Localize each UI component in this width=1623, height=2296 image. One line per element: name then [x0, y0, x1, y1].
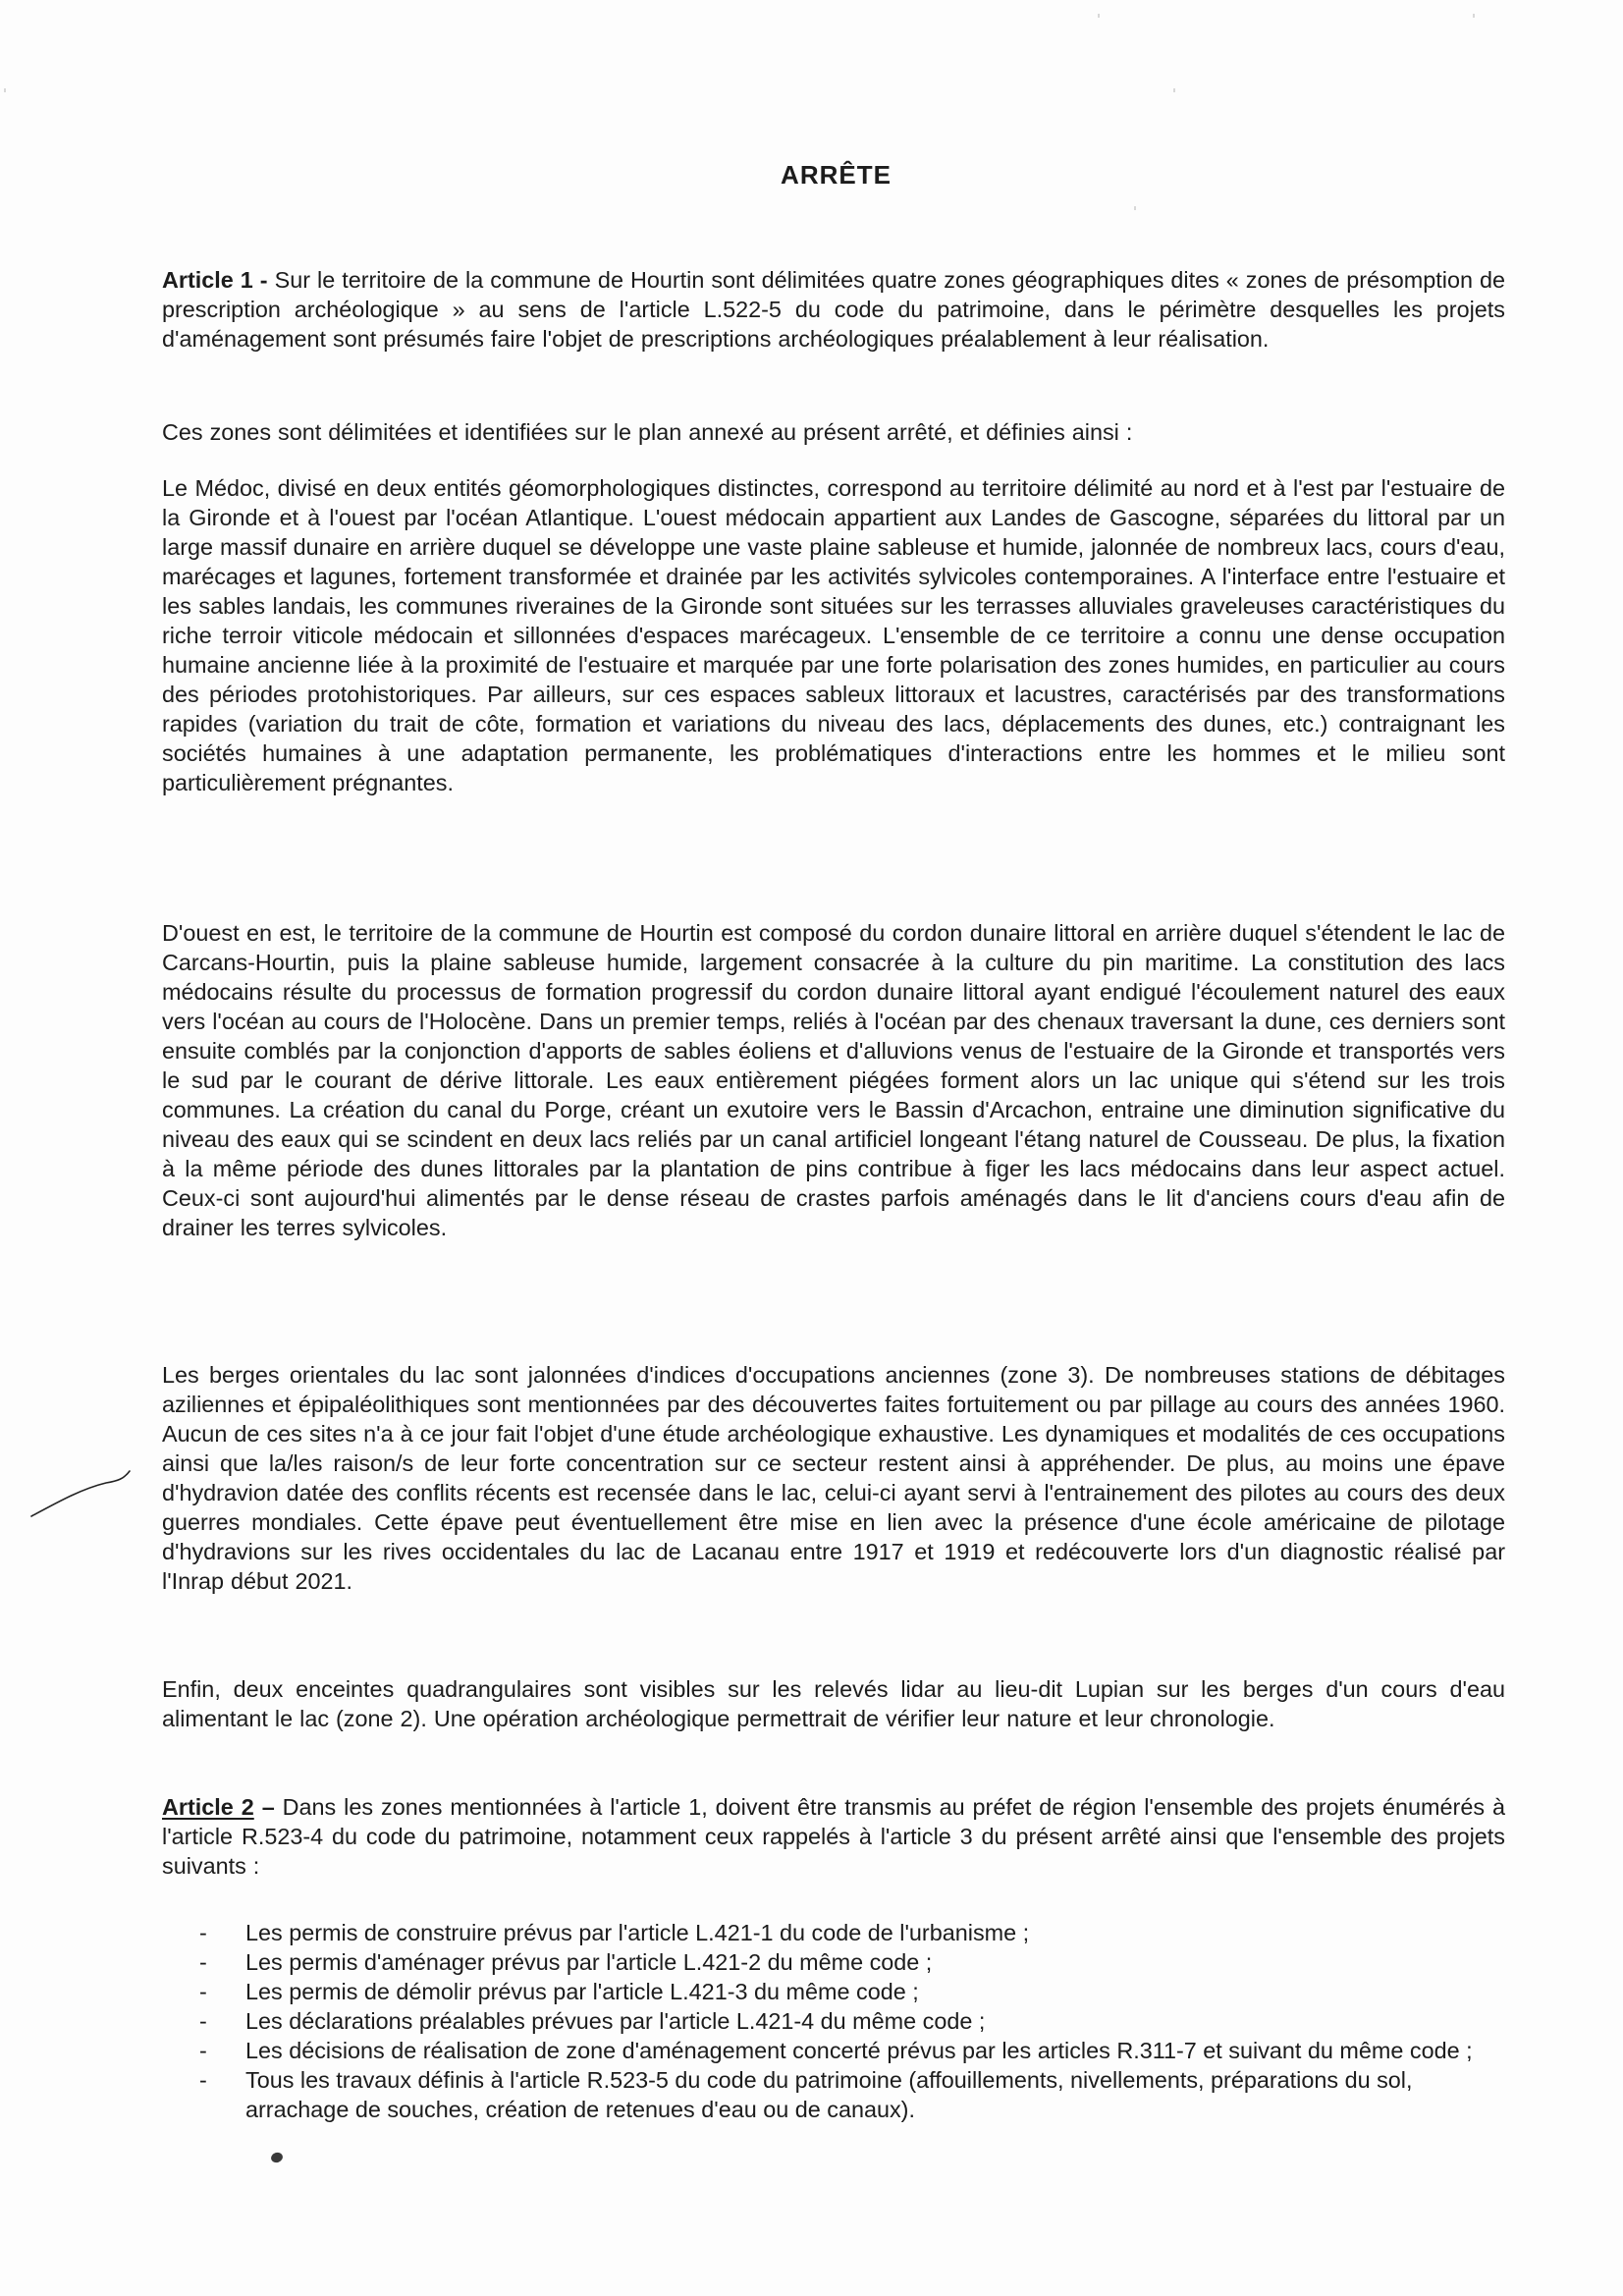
scan-speck [4, 88, 6, 92]
scan-speck [1473, 14, 1475, 18]
article-1-label: Article 1 - [162, 267, 268, 293]
bullet-dash: - [199, 1920, 207, 1945]
handwritten-pen-mark [27, 1467, 134, 1520]
article-2-label: Article 2 [162, 1794, 254, 1820]
article-2-text: Dans les zones mentionnées à l'article 1, doivent être transmis au préfet de région l'ensemble des projets énumérés à l'article R.523-4 du code du patrimoine, notamment ceux rappelés à l'article 3 du présent arrêté ainsi que l'ensemble des projets suivants : [162, 1794, 1505, 1879]
zone-2-paragraph: Enfin, deux enceintes quadrangulaires sont visibles sur les relevés lidar au lieu-dit Lupian sur les berges d'un cours d'eau alimentant le lac (zone 2). Une opération archéologique permettrait de vérifier leur nature et leur chronologie. [162, 1676, 1505, 1731]
bullet-dash: - [199, 2067, 207, 2093]
list-item: - Les décisions de réalisation de zone d'aménagement concerté prévus par les articles R.311-7 et suivant du même code ; [199, 2038, 1473, 2063]
article-2-separator: – [253, 1794, 283, 1820]
scan-speck [1134, 206, 1136, 210]
article-2-paragraph [162, 1792, 1505, 1881]
list-item: - Les permis de démolir prévus par l'article L.421-3 du même code ; [199, 1979, 919, 2004]
scan-speck [1098, 14, 1100, 18]
list-item: - Les permis de construire prévus par l'article L.421-1 du code de l'urbanisme ; [199, 1920, 1030, 1945]
article-1-paragraph [162, 265, 1505, 354]
medoc-paragraph: Le Médoc, divisé en deux entités géomorphologiques distinctes, correspond au territoire délimité au nord et à l'est par l'estuaire de la Gironde et à l'ouest par l'océan Atlantique. L'ouest médocain appartient aux Landes de Gascogne, séparées du littoral par un large massif dunaire en arrière duquel se développe une vaste plaine sableuse et humide, jalonnée de nombreux lacs, cours d'eau, marécages et lagunes, fortement transformée et drainée par les activités sylvicoles contemporaines. A l'interface entre l'estuaire et les sables landais, les communes riveraines de la Gironde sont situées sur les terrasses alluviales graveleuses caractéristiques du riche terroir viticole médocain et sillonnées d'espaces marécageux. L'ensemble de ce territoire a connu une dense occupation humaine ancienne liée à la proximité de l'estuaire et marquée par une forte polarisation des zones humides, en particulier au cours des périodes protohistoriques. Par ailleurs, sur ces espaces sableux littoraux et lacustres, caractérisés par des transformations rapides (variation du trait de côte, formation et variations du niveau des lacs, déplacements des dunes, etc.) contraignant les sociétés humaines à une adaptation permanente, les problématiques d'interactions entre les hommes et le milieu sont particulièrement prégnantes. [162, 475, 1505, 795]
article-1-text: Sur le territoire de la commune de Hourtin sont délimitées quatre zones géographiques dites « zones de présomption de prescription archéologique » au sens de l'article L.522-5 du code du patrimoine, dans le périmètre desquelles les projets d'aménagement sont présumés faire l'objet de prescriptions archéologiques préalablement à leur réalisation. [162, 267, 1505, 352]
list-item: - Les déclarations préalables prévues par l'article L.421-4 du même code ; [199, 2008, 986, 2034]
document-title: ARRÊTE [781, 160, 892, 190]
bullet-dash: - [199, 2038, 207, 2063]
list-item: - Les permis d'aménager prévus par l'article L.421-2 du même code ; [199, 1949, 933, 1975]
hourtin-territory-paragraph: D'ouest en est, le territoire de la commune de Hourtin est composé du cordon dunaire littoral en arrière duquel s'étendent le lac de Carcans-Hourtin, puis la plaine sableuse humide, largement consacrée à la culture du pin maritime. La constitution des lacs médocains résulte du processus de formation progressif du cordon dunaire littoral ayant endigué l'écoulement naturel des eaux vers l'océan au cours de l'Holocène. Dans un premier temps, reliés à l'océan par des chenaux traversant la dune, ces derniers sont ensuite comblés par la conjonction d'apports de sables éoliens et d'alluvions venus de l'estuaire de la Gironde et transportés vers le sud par le courant de dérive littorale. Les eaux entièrement piégées forment alors un lac unique qui s'étend sur les trois communes. La création du canal du Porge, créant un exutoire vers le Bassin d'Arcachon, entraine une diminution significative du niveau des eaux qui se scindent en deux lacs reliés par un canal artificiel longeant l'étang naturel de Cousseau. De plus, la fixation à la même période des dunes littorales par la plantation de pins contribue à figer les lacs médocains dans leur aspect actuel. Ceux-ci sont aujourd'hui alimentés par le dense réseau de crastes parfois aménagés dans le lit d'anciens cours d'eau afin de drainer les terres sylvicoles. [162, 920, 1505, 1240]
article-2-project-list [162, 1918, 1505, 2124]
bullet-dash: - [199, 2008, 207, 2034]
bullet-dash: - [199, 1949, 207, 1975]
ink-blot [270, 2151, 285, 2164]
zones-intro: Ces zones sont délimitées et identifiées sur le plan annexé au présent arrêté, et définies ainsi : [162, 419, 1133, 445]
bullet-dash: - [199, 1979, 207, 2004]
zone-3-paragraph: Les berges orientales du lac sont jalonnées d'indices d'occupations anciennes (zone 3). De nombreuses stations de débitages aziliennes et épipaléolithiques sont mentionnées par des découvertes faites fortuitement ou par pillage au cours des années 1960. Aucun de ces sites n'a à ce jour fait l'objet d'une étude archéologique exhaustive. Les dynamiques et modalités de ces occupations ainsi que la/les raison/s de leur forte concentration sur ce secteur restent ainsi à appréhender. De plus, au moins une épave d'hydravion datée des conflits récents est recensée dans le lac, celui-ci ayant servi à l'entrainement des pilotes au cours des deux guerres mondiales. Cette épave peut éventuellement être mise en lien avec la présence d'une école américaine de pilotage d'hydravions sur les rives occidentales du lac de Lacanau entre 1917 et 1919 et redécouverte lors d'un diagnostic réalisé par l'Inrap début 2021. [162, 1362, 1505, 1594]
list-item: - Tous les travaux définis à l'article R.523-5 du code du patrimoine (affouillements, nivellements, préparations du sol, arrachage de souches, création de retenues d'eau ou de canaux). [199, 2067, 1413, 2122]
scan-speck [1173, 88, 1175, 92]
